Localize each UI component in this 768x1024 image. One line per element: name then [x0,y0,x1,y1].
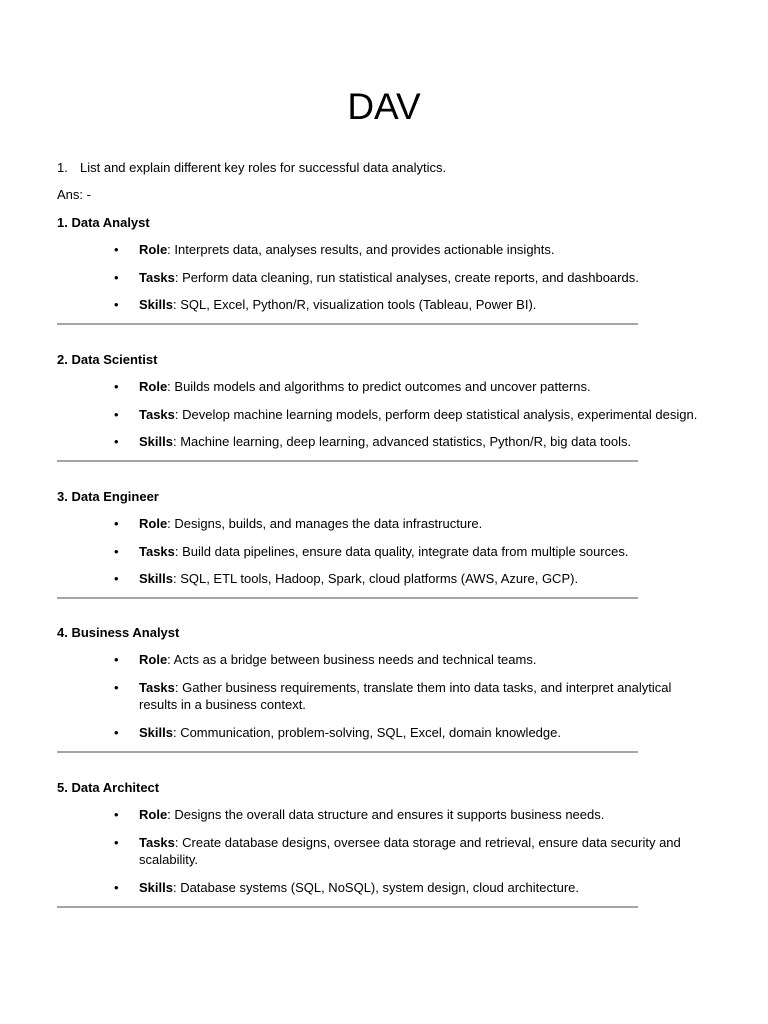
item-key: Tasks [139,406,175,422]
bullet-icon: • [114,297,119,312]
item-key: Skills [139,879,173,895]
item-key: Role [139,807,168,822]
item-text: : Build data pipelines, ensure data quality, integrate data from multiple sources. [174,543,629,559]
item-text: : Communication, problem-solving, SQL, Excel, domain knowledge. [172,724,561,740]
section-data-analyst [57,214,707,324]
bullet-list [57,515,707,588]
section-business-analyst [57,624,707,751]
item-key: Tasks [139,834,175,850]
section-divider [57,751,638,753]
list-item [57,651,707,669]
list-item [57,515,707,533]
section-heading: 3. Data Engineer [57,489,159,504]
bullet-list [57,378,707,451]
list-item [57,570,707,588]
item-text: : Database systems (SQL, NoSQL), system design, cloud architecture. [172,879,580,895]
item-text: : Perform data cleaning, run statistical analyses, create reports, and dashboards. [174,269,639,285]
item-text: : Machine learning, deep learning, advanced statistics, Python/R, big data tools. [172,434,632,449]
item-key: Role [139,242,168,257]
section-heading: 2. Data Scientist [57,352,158,367]
item-text: : SQL, ETL tools, Hadoop, Spark, cloud platforms (AWS, Azure, GCP). [172,571,579,586]
bullet-icon: • [114,679,119,695]
list-item [57,679,707,714]
section-divider [57,597,638,599]
answer-label: Ans: - [57,187,91,202]
question [57,159,446,176]
bullet-icon: • [114,269,119,285]
item-key: Role [139,379,168,394]
list-item [57,241,707,259]
item-text: : SQL, Excel, Python/R, visualization tools (Tableau, Power BI). [172,297,537,312]
list-item [57,269,707,287]
bullet-icon: • [114,516,119,531]
item-text: : Designs the overall data structure and ensures it supports business needs. [167,807,605,822]
item-text: : Interprets data, analyses results, and provides actionable insights. [167,242,555,257]
section-heading: 4. Business Analyst [57,625,180,640]
section-data-engineer [57,488,707,598]
list-item [57,543,707,561]
item-text: : Gather business requirements, translate them into data tasks, and interpret analytical results in a business context. [139,679,672,712]
question-text: List and explain different key roles for successful data analytics. [80,160,447,175]
list-item [57,296,707,314]
list-item [57,433,707,451]
section-data-architect [57,779,707,906]
bullet-list [57,806,707,896]
bullet-list [57,651,707,741]
question-number: 1. [57,160,68,175]
section-heading: 1. Data Analyst [57,215,150,230]
bullet-icon: • [114,834,119,850]
section-divider [57,460,638,462]
bullet-icon: • [114,807,119,822]
item-key: Tasks [139,543,175,559]
bullet-icon: • [114,571,119,586]
bullet-icon: • [114,724,119,740]
item-text: : Builds models and algorithms to predict outcomes and uncover patterns. [167,379,591,394]
section-data-scientist [57,351,707,461]
list-item [57,834,707,869]
section-divider [57,906,638,908]
bullet-icon: • [114,879,119,895]
item-text: : Designs, builds, and manages the data infrastructure. [167,516,483,531]
bullet-icon: • [114,434,119,449]
bullet-icon: • [114,406,119,422]
item-key: Tasks [139,269,175,285]
item-key: Role [139,516,168,531]
document-title: DAV [347,86,421,127]
bullet-icon: • [114,242,119,257]
list-item [57,724,707,742]
section-heading: 5. Data Architect [57,780,160,795]
bullet-list [57,241,707,314]
item-key: Skills [139,297,173,312]
item-key: Skills [139,724,173,740]
bullet-icon: • [114,379,119,394]
list-item [57,378,707,396]
item-text: : Develop machine learning models, perform deep statistical analysis, experimental design. [174,406,698,422]
item-key: Skills [139,434,173,449]
item-key: Tasks [139,679,175,695]
item-key: Skills [139,571,173,586]
bullet-icon: • [114,543,119,559]
list-item [57,806,707,824]
section-divider [57,323,638,325]
bullet-icon: • [114,652,119,667]
item-key: Role [139,652,168,667]
list-item [57,406,707,424]
list-item [57,879,707,897]
item-text: : Create database designs, oversee data storage and retrieval, ensure data security and scalability. [139,834,681,867]
item-text: : Acts as a bridge between business needs and technical teams. [167,652,537,667]
